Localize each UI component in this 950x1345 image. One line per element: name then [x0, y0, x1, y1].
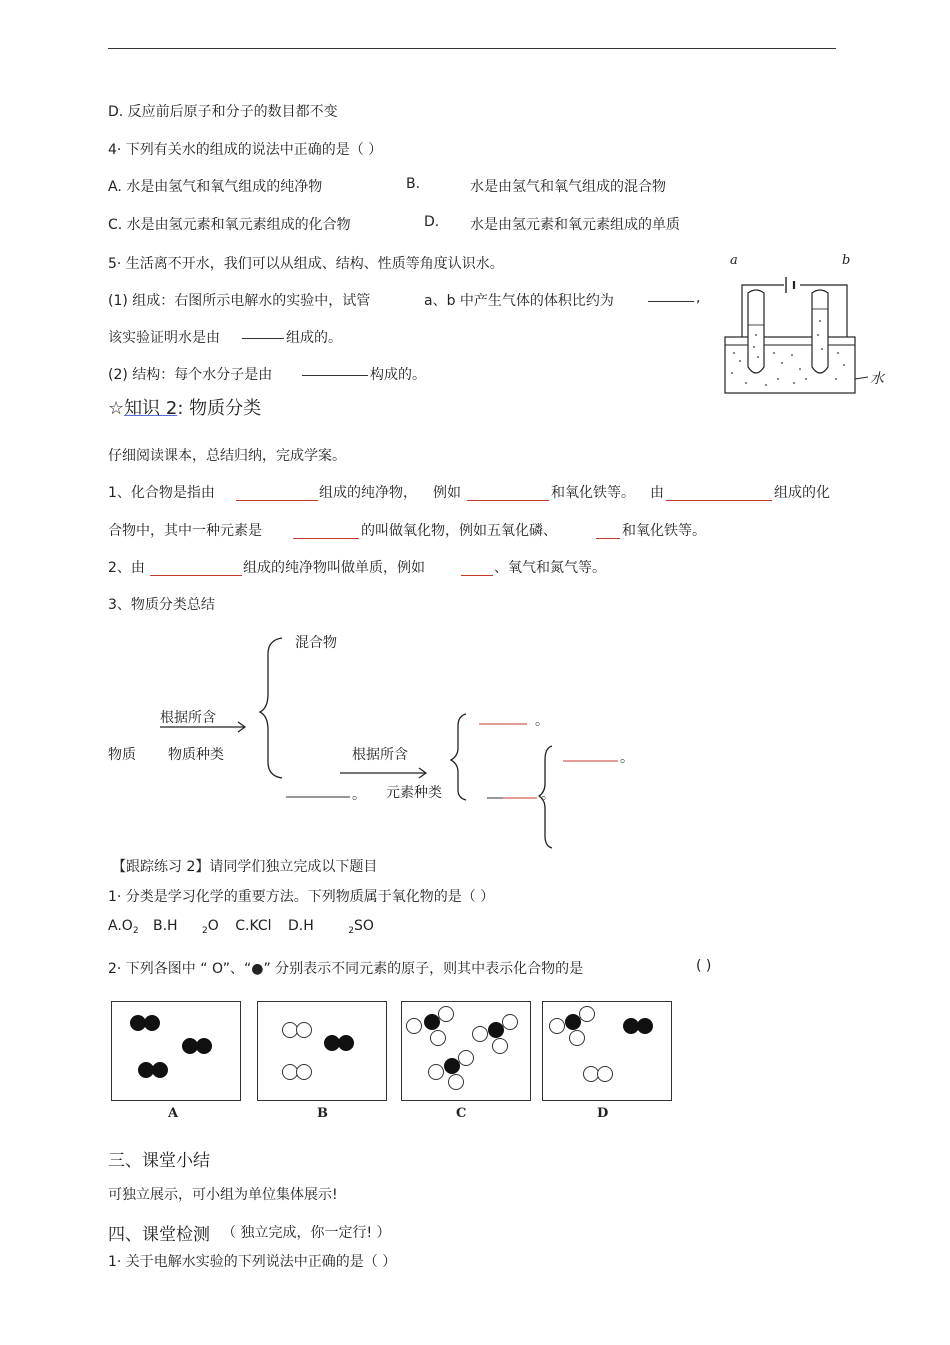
white-atom-icon: [448, 1074, 464, 1090]
white-atom-icon: [579, 1006, 595, 1022]
k2-a: 2、由: [108, 560, 145, 576]
tree-basis-1: 根据所含: [160, 710, 216, 726]
k1-h: 的叫做氧化物，例如五氧化磷、: [361, 523, 557, 539]
q5-p1-a: (1) 组成：右图所示电解水的实验中，试管: [108, 293, 371, 309]
k3-title: 3、物质分类总结: [108, 597, 215, 613]
white-atom-icon: [296, 1022, 312, 1038]
tree-basis-2: 根据所含: [352, 747, 408, 763]
practice2-q1-options: [108, 918, 374, 936]
practice2-q2: 2· 下列各图中 “ O”、“●” 分别表示不同元素的原子，则其中表示化合物的是: [108, 961, 584, 977]
q5-p2-a: (2) 结构：每个水分子是由: [108, 367, 273, 383]
section4-paren: （ 独立完成，你一定行! ）: [222, 1225, 391, 1241]
option-c: C.KCl: [235, 918, 272, 934]
white-atom-icon: [406, 1018, 422, 1034]
option-b: B.H: [153, 918, 178, 934]
option-a: A.O: [108, 918, 133, 934]
black-atom-icon: [637, 1018, 653, 1034]
practice2-title: 【跟踪练习 2】请同学们独立完成以下题目: [112, 859, 378, 875]
k2-b: 组成的纯净物叫做单质，例如: [243, 560, 425, 576]
caption-c: C: [456, 1106, 467, 1121]
section4-q1: 1· 关于电解水实验的下列说法中正确的是（ ）: [108, 1254, 397, 1270]
q4-option-b: 水是由氢气和氧气组成的混合物: [470, 179, 666, 195]
white-atom-icon: [458, 1050, 474, 1066]
figure-label-water: 水: [870, 371, 884, 387]
option-d: D.H: [288, 918, 314, 934]
k1-f: 组成的化: [774, 485, 830, 501]
figure-label-b: b: [842, 253, 851, 268]
white-atom-icon: [438, 1006, 454, 1022]
knowledge2-title-rest: : 物质分类: [177, 398, 262, 419]
q4-option-d: 水是由氢元素和氧元素组成的单质: [470, 217, 680, 233]
k1-g: 合物中，其中一种元素是: [108, 523, 262, 539]
molecule-box-d: [542, 1001, 672, 1101]
q4-option-b-letter: B.: [406, 176, 421, 192]
white-atom-icon: [430, 1030, 446, 1046]
tree-substance-kinds: 物质种类: [168, 747, 224, 763]
k1-c: 例如: [433, 485, 461, 501]
k1-i: 和氧化铁等。: [622, 523, 706, 539]
q4-stem: 4· 下列有关水的组成的说法中正确的是（ ）: [108, 142, 383, 158]
white-atom-icon: [549, 1018, 565, 1034]
option-a-sub: 2: [132, 926, 139, 936]
caption-b: B: [317, 1106, 328, 1121]
section4-title: 四、课堂检测: [108, 1225, 210, 1245]
caption-a: A: [168, 1106, 179, 1121]
q5-p2-b: 构成的。: [370, 367, 426, 383]
q5-p1-e: 组成的。: [286, 330, 342, 346]
knowledge2-title-underlined: 知识 2: [124, 398, 178, 419]
white-atom-icon: [569, 1030, 585, 1046]
q3-option-d: D. 反应前后原子和分子的数目都不变: [108, 104, 338, 120]
molecule-box-a: [111, 1001, 241, 1101]
black-atom-icon: [144, 1015, 160, 1031]
molecule-box-c: [401, 1001, 531, 1101]
tree-matter: 物质: [108, 747, 136, 763]
white-atom-icon: [492, 1038, 508, 1054]
tree-mixture: 混合物: [295, 635, 337, 651]
q4-option-d-letter: D.: [424, 214, 440, 230]
q5-p1-b: a、b 中产生气体的体积比约为: [424, 293, 614, 309]
intro-text: 仔细阅读课本，总结归纳，完成学案。: [108, 448, 346, 464]
k1-a: 1、化合物是指由: [108, 485, 215, 501]
option-d-so: SO: [353, 918, 374, 934]
section3-text: 可独立展示，可小组为单位集体展示!: [108, 1187, 338, 1203]
black-atom-icon: [196, 1038, 212, 1054]
option-b-sub: 2: [202, 926, 208, 936]
k1-d: 和氧化铁等。: [551, 485, 635, 501]
q4-option-c: C. 水是由氢元素和氧元素组成的化合物: [108, 217, 351, 233]
k1-b: 组成的纯净物，: [319, 485, 417, 501]
white-atom-icon: [428, 1064, 444, 1080]
tree-period-1: 。: [535, 713, 549, 729]
practice2-q2-paren: ( ): [696, 958, 712, 974]
option-b-o: O: [207, 918, 219, 934]
practice2-q1: 1· 分类是学习化学的重要方法。下列物质属于氧化物的是（ ）: [108, 889, 495, 905]
figure-label-a: a: [730, 253, 738, 268]
q4-option-a: A. 水是由氢气和氧气组成的纯净物: [108, 179, 323, 195]
k1-e: 由: [650, 485, 664, 501]
k2-c: 、氧气和氮气等。: [494, 560, 606, 576]
star-icon: ☆: [108, 398, 125, 419]
q5-p1-d: 该实验证明水是由: [108, 330, 220, 346]
tree-element-kinds: 元素种类: [386, 785, 442, 801]
white-atom-icon: [472, 1026, 488, 1042]
white-atom-icon: [296, 1064, 312, 1080]
tree-period-3: 。: [541, 787, 555, 803]
caption-d: D: [597, 1106, 609, 1121]
q5-stem: 5· 生活离不开水，我们可以从组成、结构、性质等角度认识水。: [108, 256, 504, 272]
white-atom-icon: [502, 1014, 518, 1030]
white-atom-icon: [597, 1066, 613, 1082]
option-d-sub: 2: [348, 926, 354, 936]
tree-period-2: 。: [620, 750, 634, 766]
black-atom-icon: [152, 1062, 168, 1078]
section3-title: 三、课堂小结: [108, 1151, 210, 1171]
q5-p1-comma: ,: [696, 290, 701, 306]
molecule-box-b: [257, 1001, 387, 1101]
tree-period-4: 。: [352, 787, 366, 803]
black-atom-icon: [338, 1035, 354, 1051]
